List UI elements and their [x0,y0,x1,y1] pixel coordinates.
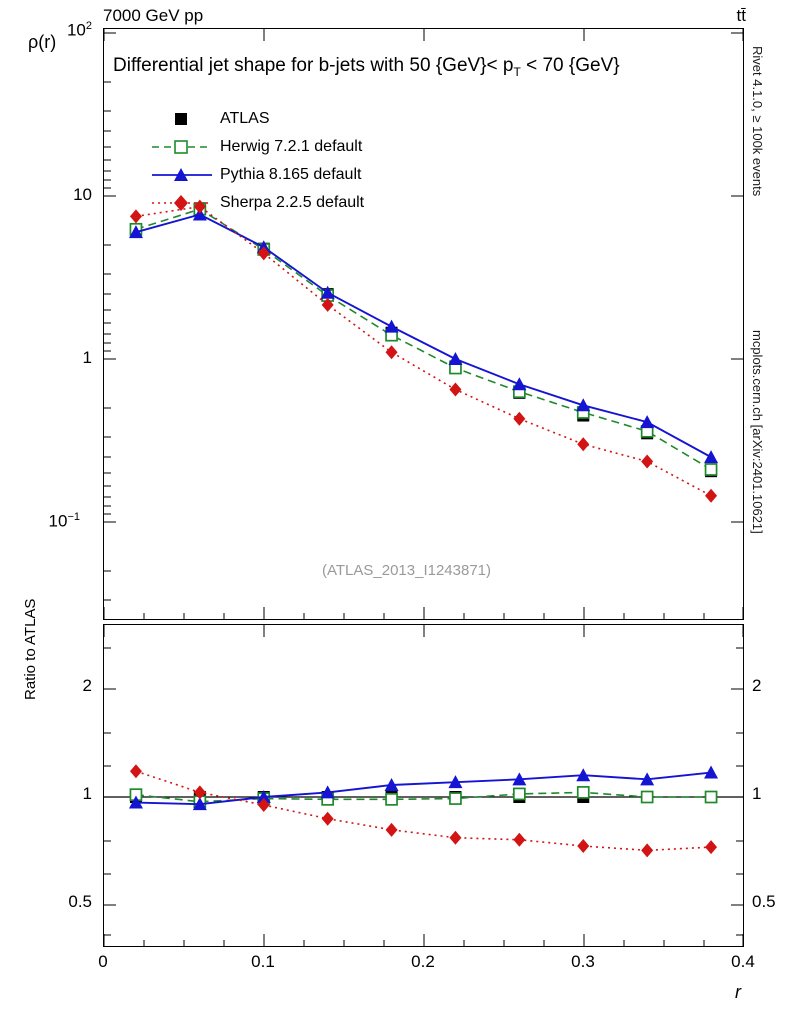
ratio-data-curves [129,764,718,857]
plot-title-sub: T [513,64,521,79]
ratio-y-tick-right-2: 2 [752,676,762,695]
legend-marker-sherpa [150,193,214,213]
mcplots-reference-label: mcplots.cern.ch [arXiv:2401.10621] [750,330,765,534]
legend-marker-pythia [150,165,214,185]
legend-marker-herwig [150,137,214,157]
header-process-label: tt̄ [736,6,746,25]
plot-title [113,55,620,79]
x-tick-02: 0.2 [411,952,435,971]
y-tick-1e2: $10^2$ [66,20,92,40]
ratio-y-tick-1: 1 [82,784,92,803]
legend [150,105,364,217]
legend-label-sherpa: Sherpa 2.2.5 default [220,194,365,211]
y-tick-1: 1 [82,348,92,367]
x-axis-title: r [735,982,741,1002]
rivet-version-label: Rivet 4.1.0, ≥ 100k events [750,46,765,197]
legend-item-herwig[interactable] [150,133,364,161]
y-tick-10: 10 [73,185,92,204]
ratio-y-tick-right-05: 0.5 [752,892,776,911]
analysis-id-watermark: (ATLAS_2013_I1243871) [322,562,492,579]
legend-item-atlas[interactable] [150,105,364,133]
ratio-y-axis-title: Ratio to ATLAS [22,598,39,700]
x-tick-01: 0.1 [251,952,275,971]
x-tick-03: 0.3 [571,952,595,971]
legend-label-atlas: ATLAS [220,110,270,127]
legend-marker-atlas [150,109,214,129]
ratio-y-tick-05: 0.5 [68,892,92,911]
y-axis-title: ρ(r) [28,32,57,52]
x-tick-04: 0.4 [731,952,755,971]
legend-label-pythia: Pythia 8.165 default [220,166,362,183]
ratio-y-tick-2: 2 [82,676,92,695]
main-data-curves [129,200,718,503]
legend-label-herwig: Herwig 7.2.1 default [220,138,363,155]
legend-item-pythia[interactable] [150,161,364,189]
ratio-plot-panel [103,624,744,947]
legend-item-sherpa[interactable] [150,189,364,217]
plot-title-post: < 70 {GeV} [520,55,620,76]
x-tick-0: 0 [98,952,108,971]
header-beam-label: 7000 GeV pp [103,6,204,25]
plot-title-pre: Differential jet shape for b-jets with 50 {GeV}< p [113,55,514,76]
y-tick-1e-1: $10^{-1}$ [48,511,80,531]
ratio-y-tick-right-1: 1 [752,784,762,803]
ratio-plot-svg [104,625,743,946]
